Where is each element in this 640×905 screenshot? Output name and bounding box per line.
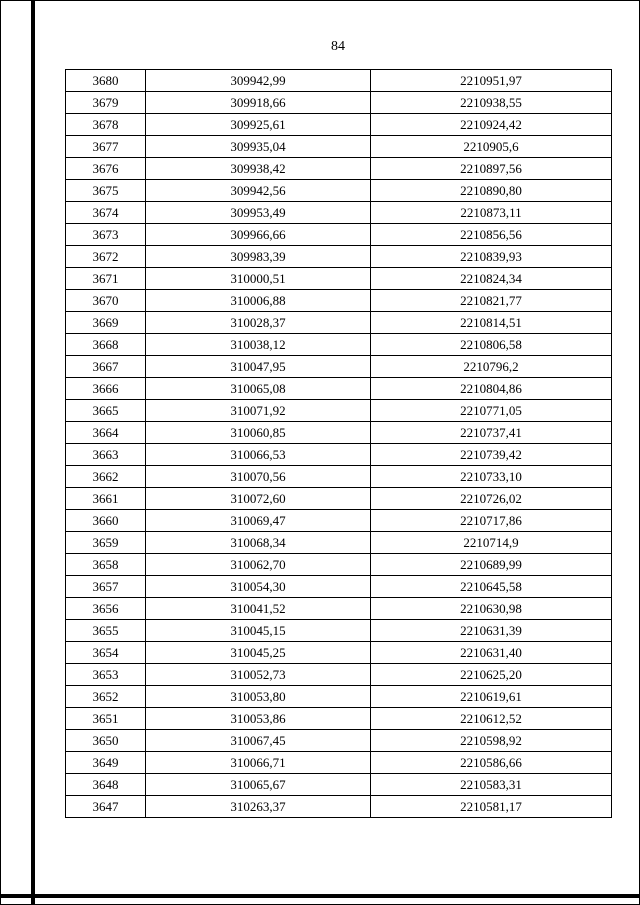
table-cell: 2210581,17 xyxy=(371,796,612,818)
table-cell: 310054,30 xyxy=(146,576,371,598)
table-cell: 2210598,92 xyxy=(371,730,612,752)
table-cell: 3649 xyxy=(66,752,146,774)
table-row xyxy=(66,378,612,400)
table-cell: 3662 xyxy=(66,466,146,488)
table-cell: 310263,37 xyxy=(146,796,371,818)
table-cell: 2210796,2 xyxy=(371,356,612,378)
table-cell: 2210586,66 xyxy=(371,752,612,774)
table-row xyxy=(66,136,612,158)
table-cell: 2210897,56 xyxy=(371,158,612,180)
table-row xyxy=(66,356,612,378)
table-row xyxy=(66,246,612,268)
table-cell: 310052,73 xyxy=(146,664,371,686)
table-cell: 3658 xyxy=(66,554,146,576)
table-cell: 310045,25 xyxy=(146,642,371,664)
table-cell: 309953,49 xyxy=(146,202,371,224)
table-cell: 309942,99 xyxy=(146,70,371,92)
table-row xyxy=(66,708,612,730)
table-cell: 3677 xyxy=(66,136,146,158)
table-row xyxy=(66,400,612,422)
table-cell: 2210631,40 xyxy=(371,642,612,664)
table-cell: 310072,60 xyxy=(146,488,371,510)
table-cell: 2210714,9 xyxy=(371,532,612,554)
table-cell: 3678 xyxy=(66,114,146,136)
table-cell: 310065,67 xyxy=(146,774,371,796)
table-cell: 2210689,99 xyxy=(371,554,612,576)
table-cell: 2210804,86 xyxy=(371,378,612,400)
table-row xyxy=(66,202,612,224)
table-cell: 310006,88 xyxy=(146,290,371,312)
table-row xyxy=(66,774,612,796)
table-row xyxy=(66,664,612,686)
table-cell: 3647 xyxy=(66,796,146,818)
table-cell: 310053,80 xyxy=(146,686,371,708)
table-cell: 2210814,51 xyxy=(371,312,612,334)
table-cell: 2210630,98 xyxy=(371,598,612,620)
table-cell: 3653 xyxy=(66,664,146,686)
table-cell: 2210951,97 xyxy=(371,70,612,92)
table-row xyxy=(66,466,612,488)
table-row xyxy=(66,686,612,708)
table-cell: 310047,95 xyxy=(146,356,371,378)
table-cell: 2210619,61 xyxy=(371,686,612,708)
table-row xyxy=(66,796,612,818)
table-cell: 2210821,77 xyxy=(371,290,612,312)
table-cell: 309983,39 xyxy=(146,246,371,268)
table-cell: 2210905,6 xyxy=(371,136,612,158)
table-cell: 3663 xyxy=(66,444,146,466)
table-cell: 2210645,58 xyxy=(371,576,612,598)
table-row xyxy=(66,114,612,136)
table-cell: 309938,42 xyxy=(146,158,371,180)
table-cell: 2210631,39 xyxy=(371,620,612,642)
table-cell: 3656 xyxy=(66,598,146,620)
table-cell: 3666 xyxy=(66,378,146,400)
table-cell: 310028,37 xyxy=(146,312,371,334)
table-cell: 3660 xyxy=(66,510,146,532)
table-cell: 2210771,05 xyxy=(371,400,612,422)
table-cell: 309925,61 xyxy=(146,114,371,136)
table-cell: 3651 xyxy=(66,708,146,730)
table-cell: 3648 xyxy=(66,774,146,796)
table-cell: 2210890,80 xyxy=(371,180,612,202)
table-cell: 310053,86 xyxy=(146,708,371,730)
table-cell: 310045,15 xyxy=(146,620,371,642)
table-cell: 309966,66 xyxy=(146,224,371,246)
table-row xyxy=(66,158,612,180)
page-number: 84 xyxy=(331,39,345,54)
table-cell: 2210856,56 xyxy=(371,224,612,246)
table-cell: 3673 xyxy=(66,224,146,246)
table-cell: 2210739,42 xyxy=(371,444,612,466)
table-row xyxy=(66,730,612,752)
table-cell: 310067,45 xyxy=(146,730,371,752)
table-cell: 310070,56 xyxy=(146,466,371,488)
table-cell: 2210726,02 xyxy=(371,488,612,510)
table-cell: 3671 xyxy=(66,268,146,290)
table-cell: 2210873,11 xyxy=(371,202,612,224)
table-row xyxy=(66,554,612,576)
table-cell: 310066,71 xyxy=(146,752,371,774)
table-row xyxy=(66,290,612,312)
table-row xyxy=(66,620,612,642)
table-row xyxy=(66,268,612,290)
table-cell: 310069,47 xyxy=(146,510,371,532)
table-row xyxy=(66,532,612,554)
table-cell: 2210737,41 xyxy=(371,422,612,444)
table-cell: 3665 xyxy=(66,400,146,422)
table-cell: 3679 xyxy=(66,92,146,114)
table-row xyxy=(66,444,612,466)
table-cell: 3668 xyxy=(66,334,146,356)
table-row xyxy=(66,334,612,356)
table-cell: 2210924,42 xyxy=(371,114,612,136)
table-cell: 309918,66 xyxy=(146,92,371,114)
table-cell: 310065,08 xyxy=(146,378,371,400)
table-cell: 3664 xyxy=(66,422,146,444)
data-table xyxy=(65,69,612,818)
table-cell: 2210806,58 xyxy=(371,334,612,356)
table-row xyxy=(66,224,612,246)
table-cell: 3674 xyxy=(66,202,146,224)
table-cell: 309935,04 xyxy=(146,136,371,158)
table-row xyxy=(66,642,612,664)
table-cell: 310066,53 xyxy=(146,444,371,466)
table-row xyxy=(66,488,612,510)
table-cell: 2210824,34 xyxy=(371,268,612,290)
table-row xyxy=(66,576,612,598)
scan-edge-bottom xyxy=(1,894,640,898)
table-cell: 3669 xyxy=(66,312,146,334)
table-cell: 3650 xyxy=(66,730,146,752)
table-cell: 2210938,55 xyxy=(371,92,612,114)
table-row xyxy=(66,70,612,92)
table-cell: 3661 xyxy=(66,488,146,510)
table-cell: 310068,34 xyxy=(146,532,371,554)
table-cell: 3672 xyxy=(66,246,146,268)
table-cell: 3659 xyxy=(66,532,146,554)
table-cell: 3667 xyxy=(66,356,146,378)
table-cell: 2210839,93 xyxy=(371,246,612,268)
table-cell: 310071,92 xyxy=(146,400,371,422)
data-table-body xyxy=(66,70,612,818)
table-cell: 2210583,31 xyxy=(371,774,612,796)
table-row xyxy=(66,92,612,114)
table-row xyxy=(66,180,612,202)
table-cell: 3670 xyxy=(66,290,146,312)
table-cell: 3676 xyxy=(66,158,146,180)
table-cell: 310000,51 xyxy=(146,268,371,290)
table-cell: 310062,70 xyxy=(146,554,371,576)
table-cell: 2210733,10 xyxy=(371,466,612,488)
table-cell: 3652 xyxy=(66,686,146,708)
table-cell: 2210625,20 xyxy=(371,664,612,686)
table-cell: 310060,85 xyxy=(146,422,371,444)
table-row xyxy=(66,752,612,774)
scan-edge-left xyxy=(31,1,35,905)
table-cell: 2210717,86 xyxy=(371,510,612,532)
table-cell: 310038,12 xyxy=(146,334,371,356)
table-cell: 3680 xyxy=(66,70,146,92)
table-row xyxy=(66,312,612,334)
table-cell: 2210612,52 xyxy=(371,708,612,730)
table-cell: 3675 xyxy=(66,180,146,202)
table-row xyxy=(66,598,612,620)
table-cell: 3654 xyxy=(66,642,146,664)
table-cell: 3657 xyxy=(66,576,146,598)
table-row xyxy=(66,422,612,444)
table-cell: 309942,56 xyxy=(146,180,371,202)
table-row xyxy=(66,510,612,532)
table-cell: 310041,52 xyxy=(146,598,371,620)
table-cell: 3655 xyxy=(66,620,146,642)
